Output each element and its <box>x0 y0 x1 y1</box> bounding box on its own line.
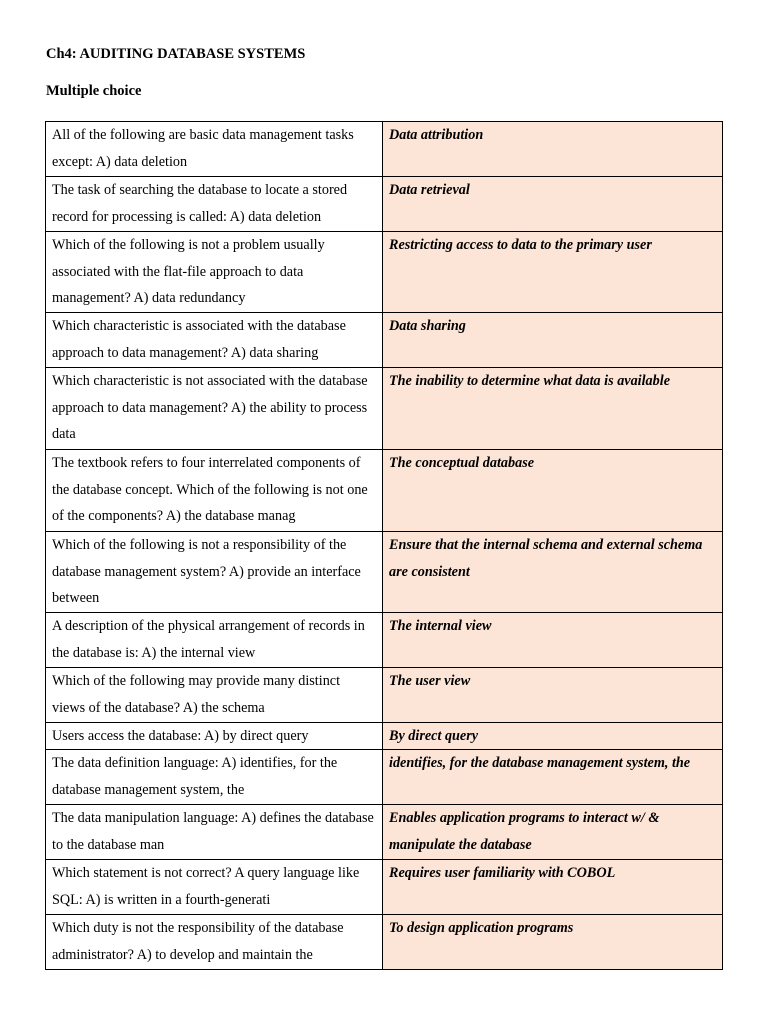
question-cell: A description of the physical arrangement of records in the database is: A) the internal view <box>45 613 383 667</box>
question-cell: Which characteristic is associated with the database approach to data management? A) data sharing <box>45 313 383 367</box>
answer-cell <box>383 860 723 914</box>
qa-row <box>45 232 723 313</box>
answer-text: The internal view <box>389 618 492 634</box>
answer-cell <box>383 668 723 722</box>
section-subtitle: Multiple choice <box>46 83 142 99</box>
question-cell: Which characteristic is not associated with the database approach to data management? A) the ability to process data <box>45 368 383 449</box>
qa-row <box>45 668 723 723</box>
qa-row <box>45 121 723 177</box>
answer-text: Requires user familiarity with COBOL <box>389 865 616 881</box>
qa-row <box>45 805 723 860</box>
answer-cell <box>383 805 723 859</box>
answer-text: Data attribution <box>389 127 484 143</box>
question-cell: Which statement is not correct? A query language like SQL: A) is written in a fourth-generati <box>45 860 383 914</box>
answer-text: The user view <box>389 673 471 689</box>
answer-text: Data sharing <box>389 318 466 334</box>
question-cell: Users access the database: A) by direct query <box>45 723 383 749</box>
qa-row <box>45 450 723 532</box>
question-cell: Which duty is not the responsibility of the database administrator? A) to develop and maintain the <box>45 915 383 969</box>
answer-text: identifies, for the database management system, the <box>389 755 691 771</box>
question-cell: The data definition language: A) identifies, for the database management system, the <box>45 750 383 804</box>
answer-cell <box>383 232 723 312</box>
answer-text: Data retrieval <box>389 182 470 198</box>
answer-cell <box>383 915 723 969</box>
answer-cell <box>383 750 723 804</box>
qa-row <box>45 723 723 750</box>
question-cell: Which of the following is not a responsibility of the database management system? A) provide an interface between <box>45 532 383 612</box>
answer-cell <box>383 368 723 449</box>
qa-row <box>45 368 723 450</box>
answer-cell <box>383 532 723 612</box>
answer-text: To design application programs <box>389 920 574 936</box>
answer-text: By direct query <box>389 728 479 744</box>
qa-table <box>45 121 723 970</box>
answer-text: The inability to determine what data is available <box>389 373 670 389</box>
answer-text: Enables application programs to interact w/ & manipulate the database <box>389 810 660 853</box>
qa-row <box>45 532 723 613</box>
qa-row <box>45 750 723 805</box>
answer-cell <box>383 177 723 231</box>
question-cell: The task of searching the database to locate a stored record for processing is called: A) data deletion <box>45 177 383 231</box>
answer-cell <box>383 613 723 667</box>
qa-row <box>45 613 723 668</box>
answer-cell <box>383 723 723 749</box>
question-cell: Which of the following may provide many distinct views of the database? A) the schema <box>45 668 383 722</box>
qa-row <box>45 313 723 368</box>
qa-row <box>45 860 723 915</box>
answer-cell <box>383 450 723 531</box>
page-title: Ch4: AUDITING DATABASE SYSTEMS <box>46 46 306 62</box>
answer-cell <box>383 122 723 176</box>
answer-text: The conceptual database <box>389 455 535 471</box>
answer-text: Ensure that the internal schema and external schema are consistent <box>389 537 703 580</box>
question-cell: The textbook refers to four interrelated components of the database concept. Which of the following is not one of the components? A) the database manag <box>45 450 383 531</box>
question-cell: Which of the following is not a problem usually associated with the flat-file approach to data management? A) data redundancy <box>45 232 383 312</box>
qa-row <box>45 177 723 232</box>
qa-row <box>45 915 723 970</box>
answer-cell <box>383 313 723 367</box>
question-cell: All of the following are basic data management tasks except: A) data deletion <box>45 122 383 176</box>
question-cell: The data manipulation language: A) defines the database to the database man <box>45 805 383 859</box>
answer-text: Restricting access to data to the primary user <box>389 237 652 253</box>
